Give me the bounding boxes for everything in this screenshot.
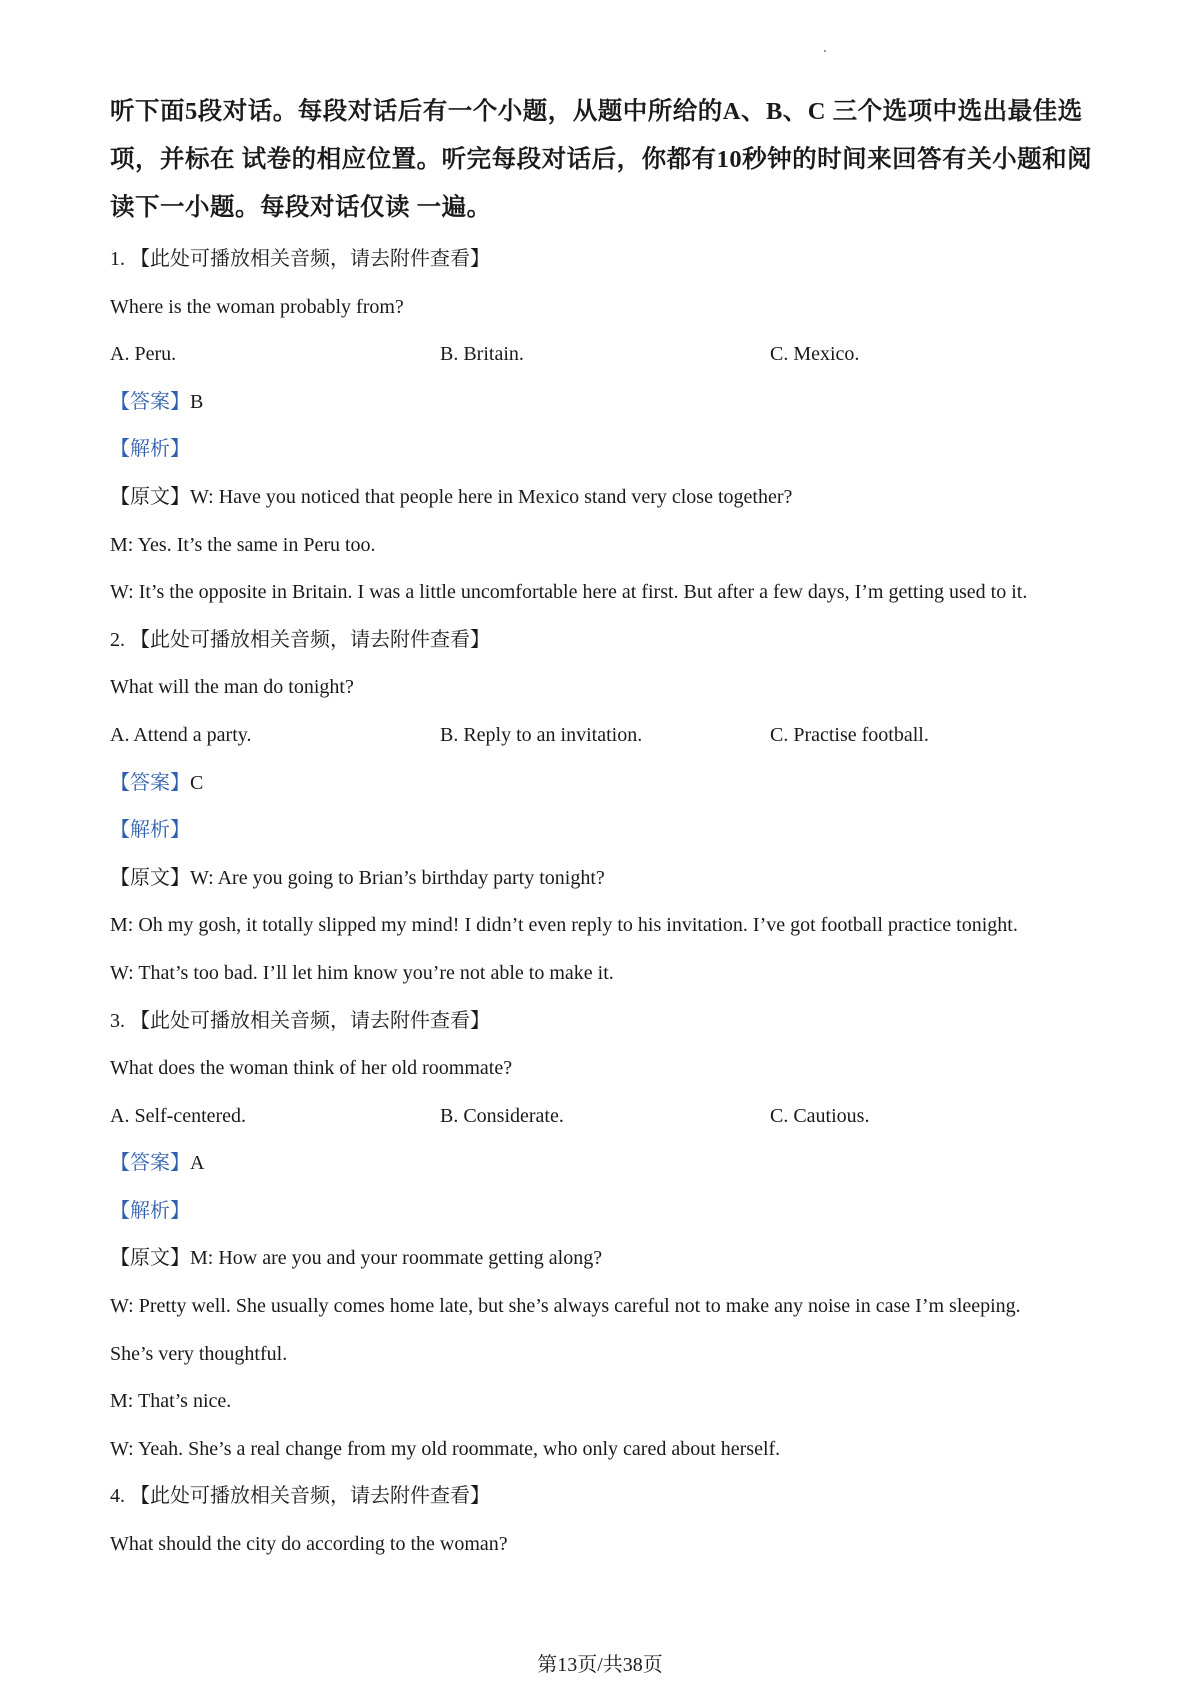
question-number: 2. [110,628,125,651]
option-a: A. Attend a party. [110,723,252,746]
option-a: A. Self-centered. [110,1104,247,1127]
question-text: What does the woman think of her old roommate? [110,1057,513,1080]
options-row [110,712,1110,760]
option-b: B. Reply to an invitation. [440,723,643,746]
option-c: C. Cautious. [770,1104,870,1127]
answer-label: 【答案】 [110,771,190,794]
transcript-line: M: Yes. It’s the same in Peru too. [110,533,376,556]
document-page [110,88,1110,1569]
analysis-label: 【解析】 [110,819,190,842]
options-row [110,1093,1110,1141]
question-number: 1. [110,248,125,270]
audio-placeholder: 【此处可播放相关音频，请去附件查看】 [130,248,490,270]
analysis-label: 【解析】 [110,1199,190,1222]
analysis-label: 【解析】 [110,438,190,461]
question-number: 3. [110,1009,125,1032]
transcript-text: M: How are you and your roommate getting along? [190,1247,603,1270]
transcript-label: 【原文】 [110,866,190,889]
transcript-label: 【原文】 [110,485,190,508]
transcript-line: M: That’s nice. [110,1390,232,1413]
transcript-line [110,855,1110,903]
question-text: Where is the woman probably from? [110,295,404,318]
option-c: C. Practise football. [770,723,929,746]
page-footer: 第13页/共38页 [537,1654,663,1676]
option-c: C. Mexico. [770,343,860,366]
answer-value: B [190,390,204,413]
answer-label: 【答案】 [110,1152,190,1175]
question-text: What should the city do according to the woman? [110,1533,508,1556]
audio-placeholder: 【此处可播放相关音频，请去附件查看】 [130,1009,490,1032]
transcript-line: W: That’s too bad. I’ll let him know you’re not able to make it. [110,961,614,984]
option-b: B. Britain. [440,343,524,366]
audio-placeholder: 【此处可播放相关音频，请去附件查看】 [130,628,490,651]
question-block [110,236,1110,617]
answer-value: C [190,771,204,794]
transcript-line: W: Pretty well. She usually comes home late, but she’s always careful not to make any noise in case I’m sleeping. [110,1295,1021,1318]
audio-prompt [110,998,1110,1046]
question-number: 4. [110,1485,125,1508]
transcript-line: W: Yeah. She’s a real change from my old roommate, who only cared about herself. [110,1437,781,1460]
section-instructions: 听下面5段对话。每段对话后有一个小题，从题中所给的A、B、C 三个选项中选出最佳选项，并标在 试卷的相应位置。听完每段对话后，你都有10秒钟的时间来回答有关小题和阅读下一小题。每段对话仅读 一遍。 [110,98,1093,221]
option-b: B. Considerate. [440,1104,564,1127]
answer-line [110,1140,1110,1188]
transcript-line: M: Oh my gosh, it totally slipped my mind! I didn’t even reply to his invitation. I’ve got football practice tonight. [110,914,1018,937]
transcript-text: W: Are you going to Brian’s birthday party tonight? [190,866,605,889]
answer-value: A [190,1152,205,1175]
option-a: A. Peru. [110,343,177,366]
answer-line [110,379,1110,427]
question-text: What will the man do tonight? [110,676,354,699]
transcript-text: W: Have you noticed that people here in Mexico stand very close together? [190,485,793,508]
transcript-line [110,474,1110,522]
transcript-line: She’s very thoughtful. [110,1342,288,1365]
audio-placeholder: 【此处可播放相关音频，请去附件查看】 [130,1485,490,1508]
audio-prompt [110,1473,1110,1521]
transcript-line: W: It’s the opposite in Britain. I was a little uncomfortable here at first. But after a few days, I’m getting used to it. [110,581,1028,604]
answer-line [110,760,1110,808]
transcript-line [110,1235,1110,1283]
audio-prompt [110,617,1110,665]
scan-dot [824,50,826,52]
question-block [110,1473,1110,1568]
audio-prompt [110,236,1110,284]
question-block [110,998,1110,1474]
question-block [110,617,1110,998]
answer-label: 【答案】 [110,390,190,413]
options-row [110,331,1110,379]
transcript-label: 【原文】 [110,1247,190,1270]
